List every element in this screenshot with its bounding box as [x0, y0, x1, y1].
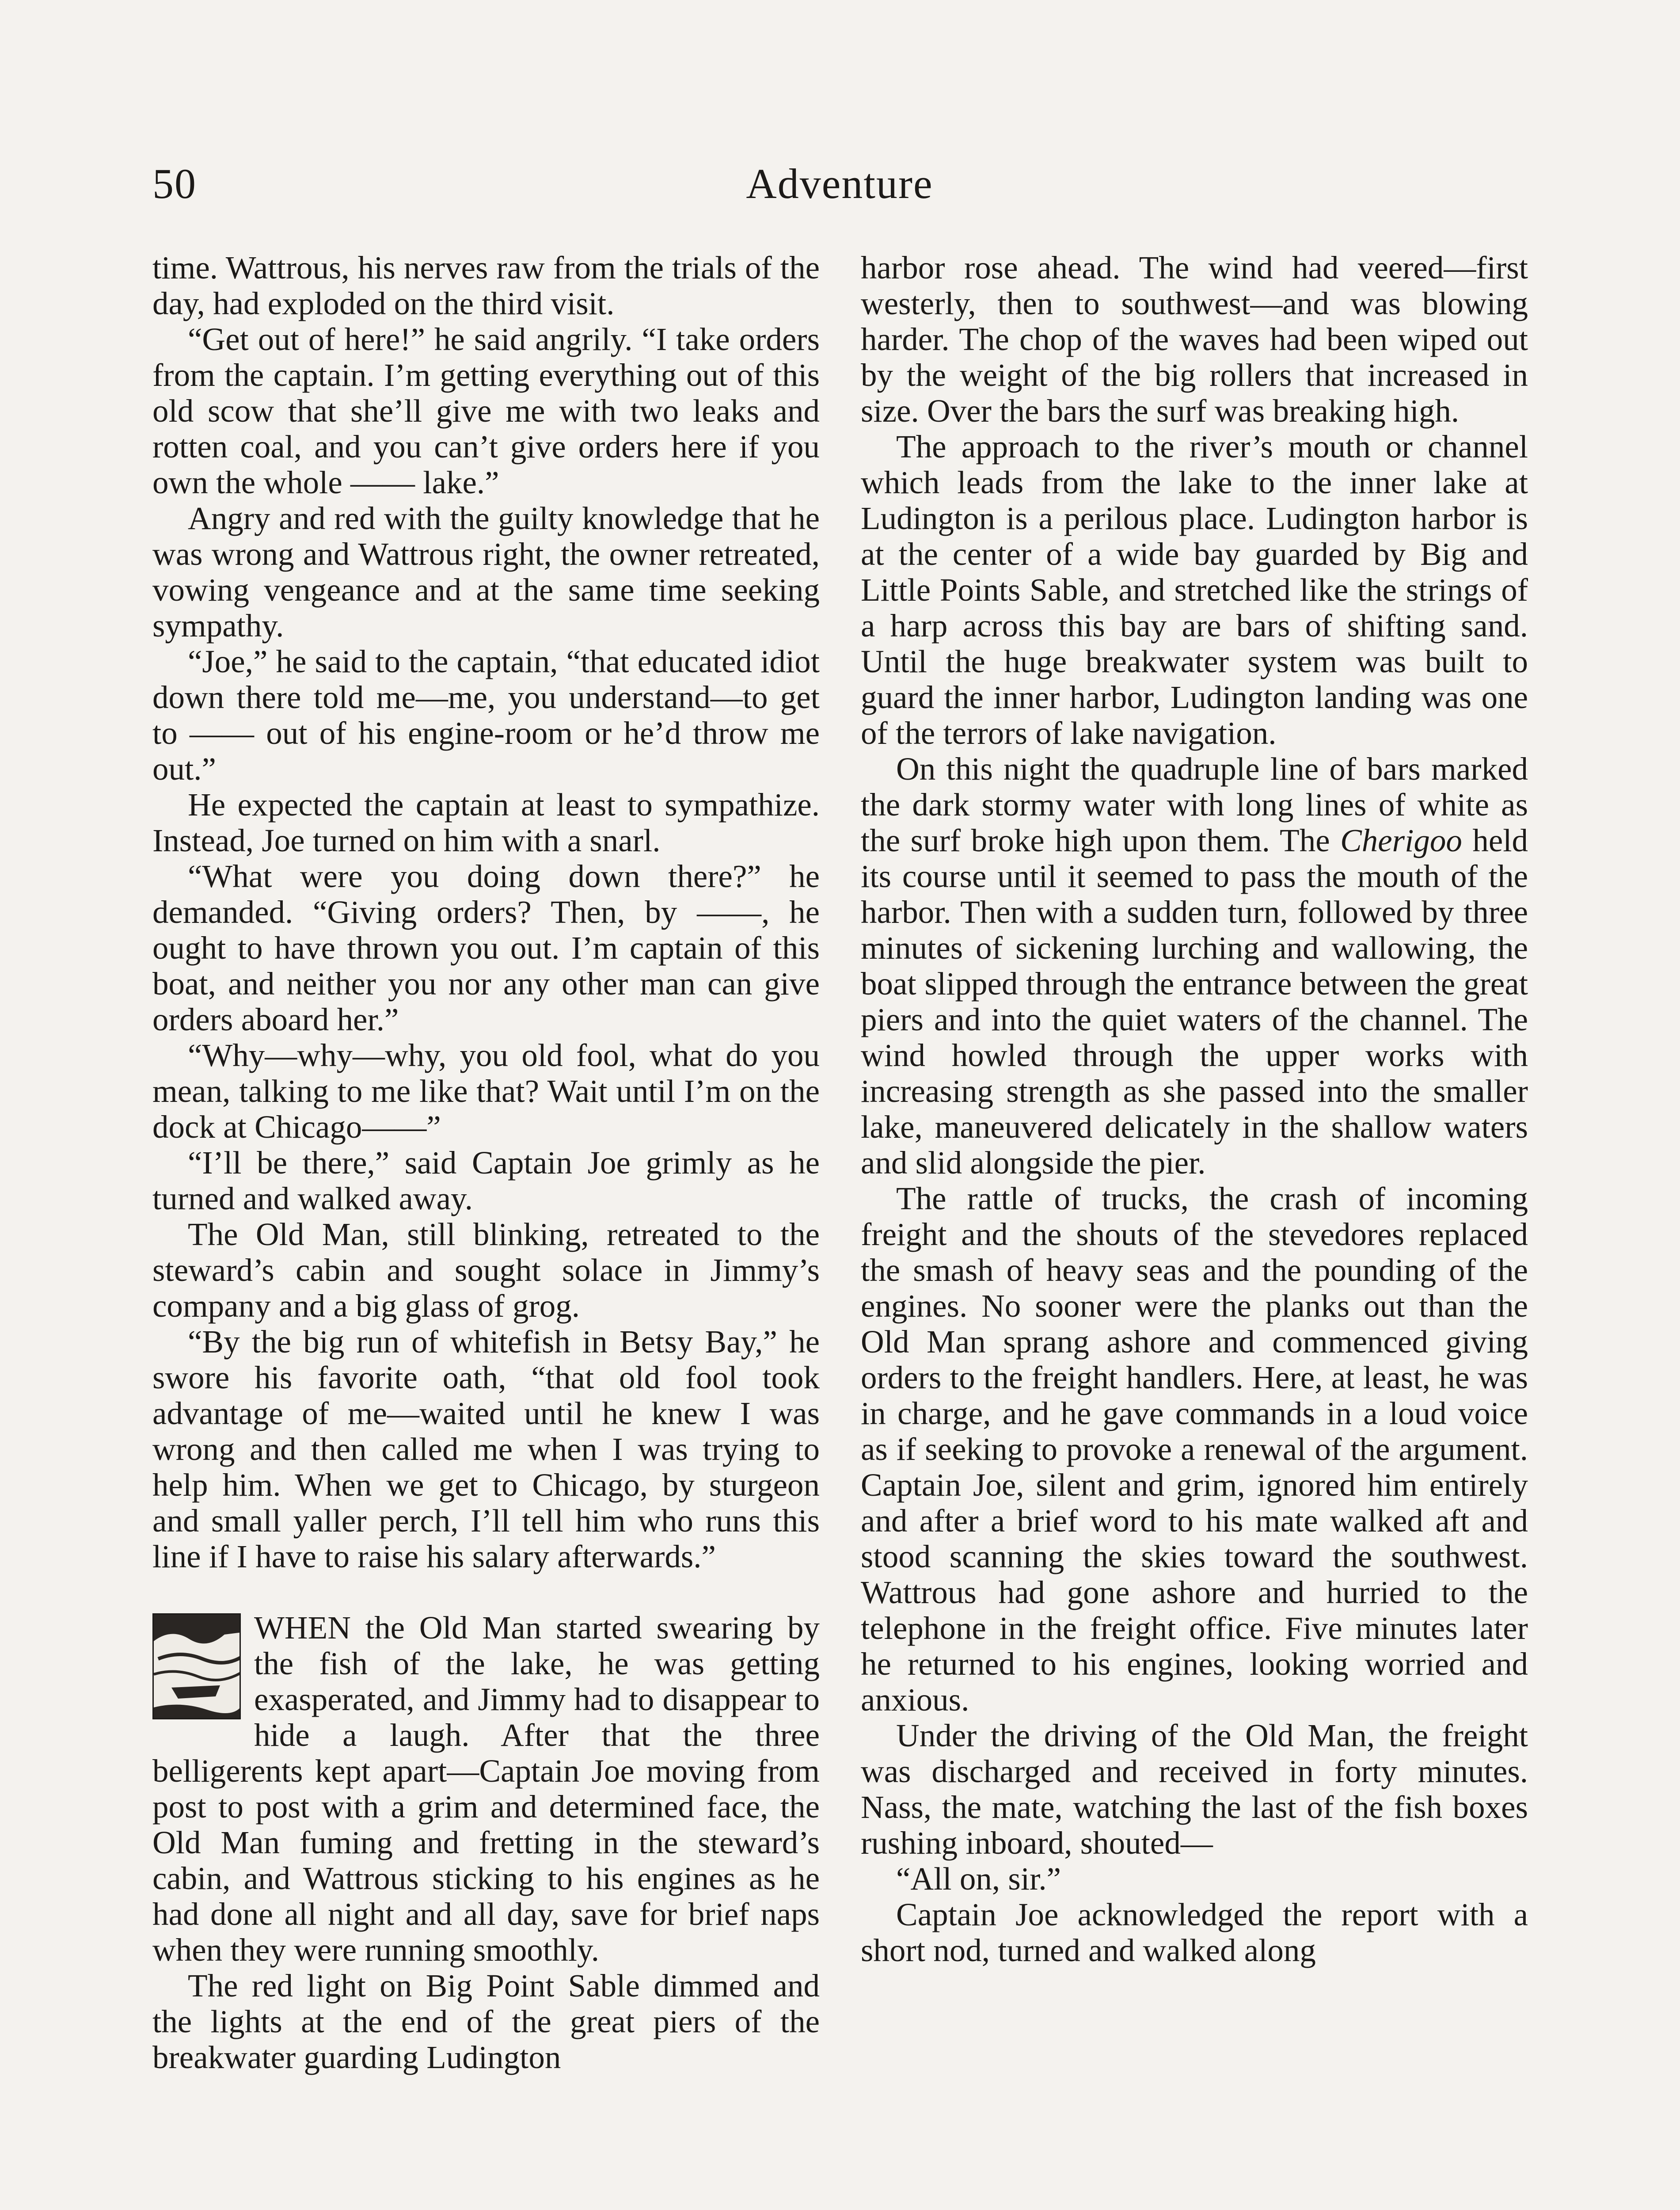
paragraph: The approach to the river’s mouth or channel which leads from the lake to the inner lake at Ludington is a perilous place. Ludington harbor is at the center of a wide bay guarded by Big and Little Points Sable, and stretched like the strings of a harp across this bay are bars of shifting sand. Until the huge breakwater system was built to guard the inner harbor, Ludington landing was one of the terrors of lake navigation. — [861, 429, 1528, 751]
paragraph: “All on, sir.” — [896, 1861, 1061, 1897]
paragraph: “Why—why—why, you old fool, what do you mean, talking to me like that? Wait until I’m on the dock at Chicago——” — [152, 1037, 820, 1145]
paragraph: “Joe,” he said to the captain, “that educated idiot down there told me—me, you understand—to get to —— out of his engine-room or he’d throw me out.” — [152, 644, 820, 787]
paragraph: harbor rose ahead. The wind had veered—first westerly, then to southwest—and was blowing harder. The chop of the waves had been wiped out by the weight of the big rollers that increased in size. Over the bars the surf was breaking high. — [861, 250, 1528, 429]
ship-name: Cherigoo — [1340, 823, 1462, 858]
paragraph-text: held its course until it seemed to pass the mouth of the harbor. Then with a sudden turn, followed by three minutes of sickening lurching and wallowing, the boat slipped through the entrance between the great piers and into the quiet waters of the channel. The wind howled through the upper works with increasing strength as she passed into the smaller lake, maneuvered delicately in the shallow waters and slid alongside the pier. — [861, 823, 1528, 1181]
left-column — [152, 250, 820, 2210]
lake-vignette-icon — [152, 1613, 241, 1719]
paragraph: The rattle of trucks, the crash of incoming freight and the shouts of the stevedores replaced the smash of heavy seas and the pounding of the engines. No sooner were the planks out than the Old Man sprang ashore and commenced giving orders to the freight handlers. Here, at least, he was in charge, and he gave commands in a loud voice as if seeking to provoke a renewal of the argument. Captain Joe, silent and grim, ignored him entirely and after a brief word to his mate walked aft and stood scanning the skies toward the southwest. Wattrous had gone ashore and hurried to the telephone in the freight office. Five minutes later he returned to his engines, looking worried and anxious. — [861, 1181, 1528, 1718]
paragraph: He expected the captain at least to sympathize. Instead, Joe turned on him with a snarl. — [152, 787, 820, 858]
paragraph: The Old Man, still blinking, retreated to the steward’s cabin and sought solace in Jimmy’s company and a big glass of grog. — [152, 1216, 820, 1324]
paragraph-text: On this night the quadruple line of bars marked the dark stormy water with long lines of white as the surf broke high upon them. The — [861, 751, 1528, 858]
paragraph: “I’ll be there,” said Captain Joe grimly as he turned and walked away. — [152, 1145, 820, 1216]
paragraph: time. Wattrous, his nerves raw from the trials of the day, had exploded on the third visit. — [152, 250, 820, 321]
section-break — [152, 1574, 820, 1610]
paragraph: Captain Joe acknowledged the report with a short nod, turned and walked along — [861, 1897, 1528, 1968]
running-title: Adventure — [746, 160, 933, 207]
paragraph: Under the driving of the Old Man, the freight was discharged and received in forty minutes. Nass, the mate, watching the last of the fish boxes rushing inboard, shouted— — [861, 1718, 1528, 1861]
paragraph: “By the big run of whitefish in Betsy Bay,” he swore his favorite oath, “that old fool took advantage of me—waited until he knew I was wrong and then called me when I was trying to help him. When we get to Chicago, by sturgeon and small yaller perch, I’ll tell him who runs this line if I have to raise his salary afterwards.” — [152, 1324, 820, 1574]
right-column — [861, 250, 1528, 2210]
page-header — [152, 159, 1527, 217]
paragraph — [861, 751, 1528, 1181]
paragraph: “What were you doing down there?” he demanded. “Giving orders? Then, by ——, he ought to have thrown you out. I’m captain of this boat, and neither you nor any other man can give orders aboard her.” — [152, 858, 820, 1037]
paragraph: “Get out of here!” he said angrily. “I take orders from the captain. I’m getting everything out of this old scow that she’ll give me with two leaks and rotten coal, and you can’t give orders here if you own the whole —— lake.” — [152, 321, 820, 500]
page-number: 50 — [152, 160, 197, 207]
paragraph: Angry and red with the guilty knowledge that he was wrong and Wattrous right, the owner retreated, vowing vengeance and at the same time seeking sympathy. — [152, 500, 820, 644]
paragraph: The red light on Big Point Sable dimmed and the lights at the end of the great piers of the breakwater guarding Ludington — [152, 1968, 820, 2075]
section-opening-paragraph: WHEN the Old Man started swearing by the fish of the lake, he was getting exasperated, and Jimmy had to disappear to hide a laugh. After that the three belligerents kept apart—Captain Joe moving from post to post with a grim and determined face, the Old Man fuming and fretting in the steward’s cabin, and Wattrous sticking to his engines as he had done all night and all day, save for brief naps when they were running smoothly. — [152, 1610, 820, 1968]
